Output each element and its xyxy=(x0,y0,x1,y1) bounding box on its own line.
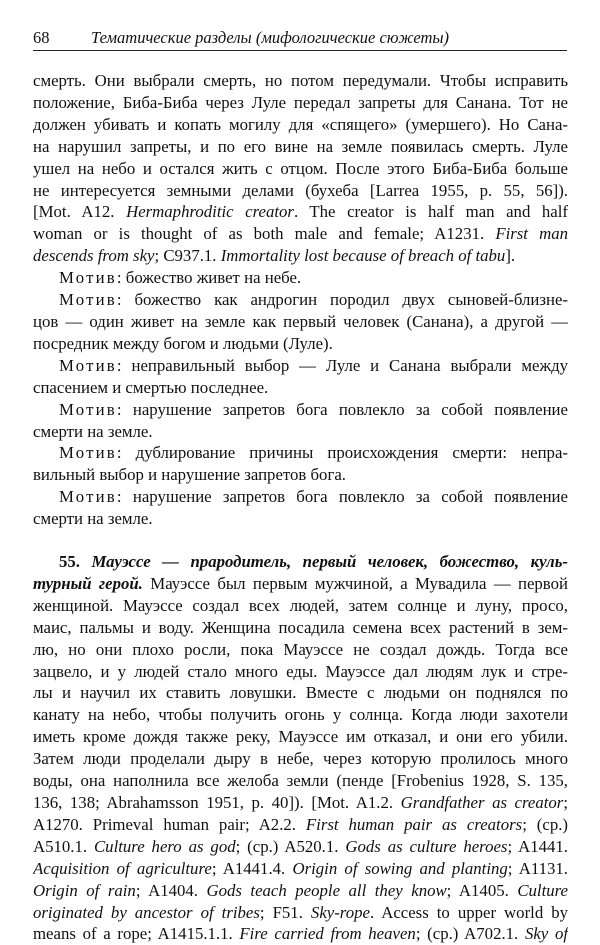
section-gap xyxy=(33,530,568,551)
motif-title: Sky of xyxy=(524,924,568,944)
motif-title: Culture xyxy=(517,880,568,900)
text-line: вильный выбор и нарушение запретов бога. xyxy=(33,465,346,485)
text-line: originated by ancestor of tribes; F51. Sky-rope. Access to upper world by xyxy=(33,902,568,922)
text-line: descends from sky; C937.1. Immortality lost because of breach of tabu]. xyxy=(33,246,516,266)
body-text xyxy=(33,70,568,945)
motif-title: Gods teach people all they know xyxy=(206,880,447,900)
text-line: лы и научил их ставить ловушки. Вместе с людьми он поднялся по xyxy=(33,683,568,703)
text-line: цов — один живет на земле как первый человек (Санана), а другой — xyxy=(33,311,568,331)
text-line: положение, Биба-Биба через Луле передал запреты для Санана. Тот не xyxy=(33,92,568,112)
text-line: должен убивать и копать могилу для «спящего» (умершего). Но Сана- xyxy=(33,114,568,134)
text-line: спасением и смертью последнее. xyxy=(33,377,269,397)
motif-line: Мотив: дублирование причины происхождения смерти: непра- xyxy=(59,443,568,463)
text-line: смерти на земле. xyxy=(33,509,153,529)
motif-title: Grandfather as creator xyxy=(400,793,564,812)
motif-line: Мотив: нарушение запретов бога повлекло за собой появление xyxy=(59,399,568,419)
text-line: зацвело, и у людей стало много еды. Мауэссе дал людям лук и стре- xyxy=(33,661,568,681)
entry-heading-line xyxy=(33,551,568,573)
text-line: 136, 138; Abrahamsson 1951, p. 40]). [Mot. A1.2. Grandfather as creator; xyxy=(33,793,568,812)
motif-label: Мотив xyxy=(59,355,117,375)
text-line: не интересуется земными делами (бухеба [Larrea 1955, p. 55, 56]). xyxy=(33,180,568,200)
text-line: A1270. Primeval human pair; A2.2. First human pair as creators; (cp.) xyxy=(33,814,568,834)
text-line: ушел на небо и остался жить с отцом. После этого Биба-Биба больше xyxy=(33,158,568,178)
text-line: женщиной. Мауэссе создал всех людей, затем солнце и луну, просо, xyxy=(33,595,568,615)
text-line: смерти на земле. xyxy=(33,421,153,441)
motif-title: Culture hero as god xyxy=(93,836,236,856)
motif-title: Fire carried from heaven xyxy=(239,924,416,944)
running-title: Тематические разделы (мифологические сюжеты) xyxy=(91,28,450,47)
motif-title: First human pair as creators xyxy=(305,814,523,834)
text-line: турный герой. Мауэссе был первым мужчиной, а Мувадила — первой xyxy=(33,573,568,593)
motif-title: First man xyxy=(495,224,568,244)
motif-line: Мотив: божество живет на небе. xyxy=(59,268,302,288)
text-line: [Mot. A12. Hermaphroditic creator. The creator is half man and half xyxy=(33,202,568,222)
text-line: woman or is thought of as both male and female; A1231. First man xyxy=(33,224,568,244)
motif-title: Sky-rope xyxy=(310,902,370,922)
motif-title: Acquisition of agriculture xyxy=(33,858,212,878)
entry-number: 55. xyxy=(59,552,80,572)
text-line: на нарушил запреты, и по его вине на земле появилась смерть. Луле xyxy=(33,136,568,156)
motif-label: Мотив xyxy=(59,268,117,288)
motif-line: Мотив: божество как андрогин породил двух сыновей-близне- xyxy=(59,290,568,310)
text-line: лю, но они плохо росли, пока Мауэссе не создал дождь. Тогда все xyxy=(33,639,568,659)
motif-title: Origin of sowing and planting xyxy=(292,858,508,878)
page-number: 68 xyxy=(33,28,50,47)
text-line: Origin of rain; A1404. Gods teach people all they know; A1405. Culture xyxy=(33,880,568,900)
text-line: иметь кроме дождя также реку, Мауэссе им отказал, и они его убили. xyxy=(33,727,568,747)
motif-title: descends from sky xyxy=(33,246,155,266)
motif-label: Мотив xyxy=(59,487,117,507)
motif-title: Hermaphroditic creator xyxy=(126,202,294,222)
text-line: маис, пальмы и воду. Женщина посадила семена всех растений в зем- xyxy=(33,617,568,637)
motif-title: originated by ancestor of tribes xyxy=(33,902,260,922)
text-line: посредник между богом и людьми (Луле). xyxy=(33,333,333,353)
motif-title: Immortality lost because of breach of tabu xyxy=(220,246,506,266)
text-line: смерть. Они выбрали смерть, но потом передумали. Чтобы исправить xyxy=(33,71,568,90)
entry-heading: Мауэссе — прародитель, первый человек, божество, куль- xyxy=(91,552,568,572)
text-line: воды, она наполнила все желоба земли (пенде [Frobenius 1928, S. 135, xyxy=(33,771,568,791)
motif-label: Мотив xyxy=(59,443,117,463)
page-header xyxy=(33,26,567,51)
entry-heading: турный герой. xyxy=(33,573,143,593)
text-line: Acquisition of agriculture; A1441.4. Origin of sowing and planting; A1131. xyxy=(33,858,568,878)
motif-line: Мотив: неправильный выбор — Луле и Санана выбрали между xyxy=(59,355,568,375)
text-line: means of a rope; A1415.1.1. Fire carried from heaven; (cp.) A702.1. Sky of xyxy=(33,924,568,944)
motif-title: Origin of rain xyxy=(33,880,136,900)
motif-line: Мотив: нарушение запретов бога повлекло за собой появление xyxy=(59,487,568,507)
motif-label: Мотив xyxy=(59,290,117,310)
motif-title: Gods as culture heroes xyxy=(345,836,508,856)
text-line: A510.1. Culture hero as god; (cp.) A520.1. Gods as culture heroes; A1441. xyxy=(33,836,568,856)
text-line: канату на небо, чтобы получить огонь у солнца. Когда люди захотели xyxy=(33,705,568,725)
motif-label: Мотив xyxy=(59,399,117,419)
text-line: Затем люди проделали дыру в небе, через которую пролилось много xyxy=(33,749,568,769)
